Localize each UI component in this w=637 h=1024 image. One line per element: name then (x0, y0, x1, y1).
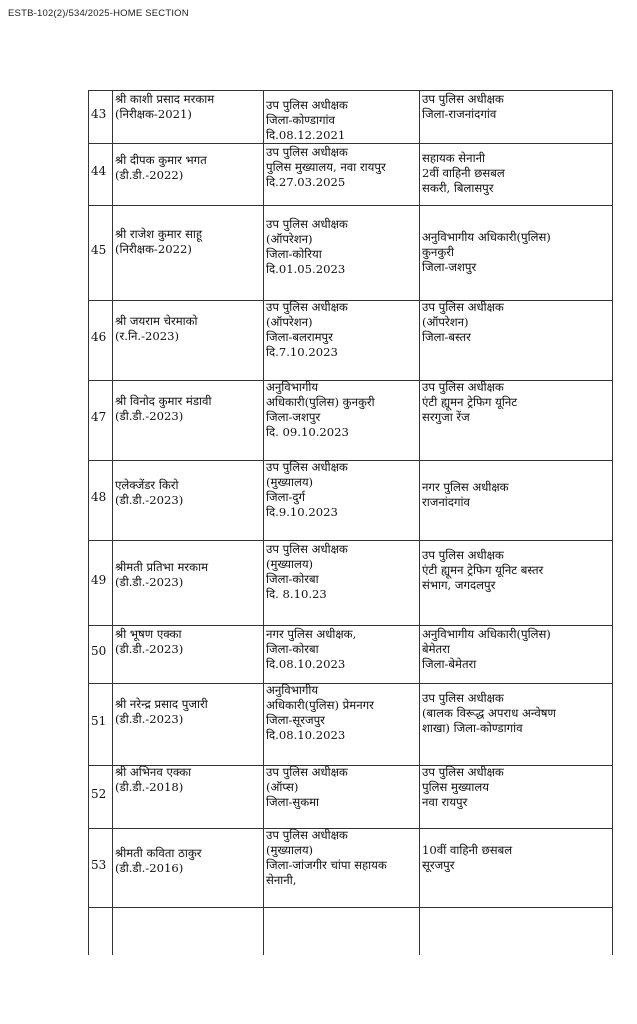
serial-number: 47 (91, 410, 107, 424)
column-rule (419, 90, 420, 955)
officer-name: श्री राजेश कुमार साहू (निरीक्षक-2022) (115, 227, 203, 256)
serial-number: 48 (91, 490, 107, 504)
row-rule (88, 90, 613, 91)
current-posting: अनुविभागीय अधिकारी(पुलिस) प्रेमनगर जिला-सूरजपुर दि.08.10.2023 (266, 683, 374, 742)
current-posting: अनुविभागीय अधिकारी(पुलिस) कुनकुरी जिला-जशपुर दि. 09.10.2023 (266, 380, 375, 439)
new-posting: नगर पुलिस अधीक्षक राजनांदगांव (422, 480, 509, 509)
column-rule (112, 90, 113, 955)
serial-number: 49 (91, 572, 107, 587)
officer-name: श्री दीपक कुमार भगत (डी.डी.-2022) (115, 153, 207, 182)
row-rule (88, 205, 613, 206)
serial-number: 50 (91, 644, 107, 658)
column-rule (263, 90, 264, 955)
new-posting: उप पुलिस अधीक्षक जिला-राजनांदगांव (422, 92, 504, 121)
file-reference-header: ESTB-102(2)/534/2025-HOME SECTION (8, 8, 189, 19)
current-posting: उप पुलिस अधीक्षक (मुख्यालय) जिला-जांजगीर चांपा सहायक सेनानी, (266, 828, 387, 887)
officer-name: श्रीमती प्रतिभा मरकाम (डी.डी.-2023) (115, 560, 209, 589)
serial-number: 43 (91, 106, 107, 121)
current-posting: नगर पुलिस अधीक्षक, जिला-कोरबा दि.08.10.2023 (266, 627, 357, 671)
current-posting: उप पुलिस अधीक्षक (ऑप्स) जिला-सुकमा (266, 765, 348, 809)
new-posting: अनुविभागीय अधिकारी(पुलिस) कुनकुरी जिला-जशपुर (422, 230, 551, 274)
current-posting: उप पुलिस अधीक्षक (ऑपरेशन) जिला-कोरिया दि.01.05.2023 (266, 217, 348, 276)
column-rule (88, 90, 89, 955)
officer-name: एलेक्जेंडर किरो (डी.डी.-2023) (115, 478, 184, 507)
serial-number: 52 (91, 786, 107, 801)
column-rule (612, 90, 613, 955)
row-rule (88, 540, 613, 541)
officer-name: श्रीमती कविता ठाकुर (डी.डी.-2016) (115, 846, 202, 875)
new-posting: सहायक सेनानी 2वीं वाहिनी छसबल सकरी, बिलासपुर (422, 151, 505, 195)
new-posting: उप पुलिस अधीक्षक (बालक विरूद्ध अपराध अन्वेषण शाखा) जिला-कोण्डागांव (422, 691, 556, 735)
serial-number: 45 (91, 242, 107, 257)
new-posting: अनुविभागीय अधिकारी(पुलिस) बेमेतरा जिला-बेमेतरा (422, 627, 551, 671)
serial-number: 44 (91, 164, 107, 178)
row-rule (88, 143, 613, 144)
new-posting: उप पुलिस अधीक्षक एंटी ह्यूमन ट्रेफिग यूनिट सरगुजा रेंज (422, 380, 518, 424)
serial-number: 51 (91, 714, 107, 728)
current-posting: उप पुलिस अधीक्षक (ऑपरेशन) जिला-बलरामपुर दि.7.10.2023 (266, 300, 348, 359)
new-posting: उप पुलिस अधीक्षक पुलिस मुख्यालय नवा रायपुर (422, 765, 504, 809)
officer-name: श्री जयराम चेरमाको (र.नि.-2023) (115, 314, 198, 343)
new-posting: उप पुलिस अधीक्षक एंटी ह्यूमन ट्रेफिग यूनिट बस्तर संभाग, जगदलपुर (422, 548, 544, 592)
officer-name: श्री काशी प्रसाद मरकाम (निरीक्षक-2021) (115, 92, 215, 121)
new-posting: 10वीं वाहिनी छसबल सूरजपुर (422, 843, 513, 872)
current-posting: उप पुलिस अधीक्षक (मुख्यालय) जिला-कोरबा दि. 8.10.23 (266, 542, 348, 601)
current-posting: उप पुलिस अधीक्षक जिला-कोण्डागांव दि.08.12.2021 (266, 98, 348, 141)
officer-name: श्री भूषण एक्का (डी.डी.-2023) (115, 627, 184, 656)
serial-number: 53 (91, 857, 107, 872)
officer-name: श्री अभिनव एक्का (डी.डी.-2018) (115, 765, 192, 794)
row-rule (88, 625, 613, 626)
current-posting: उप पुलिस अधीक्षक (मुख्यालय) जिला-दुर्ग दि.9.10.2023 (266, 460, 348, 519)
row-rule (88, 907, 613, 908)
officer-name: श्री नरेन्द्र प्रसाद पुजारी (डी.डी.-2023) (115, 697, 208, 726)
new-posting: उप पुलिस अधीक्षक (ऑपरेशन) जिला-बस्तर (422, 300, 504, 344)
current-posting: उप पुलिस अधीक्षक पुलिस मुख्यालय, नवा रायपुर दि.27.03.2025 (266, 145, 386, 189)
officer-name: श्री विनोद कुमार मंडावी (डी.डी.-2023) (115, 394, 212, 423)
serial-number: 46 (91, 330, 107, 344)
